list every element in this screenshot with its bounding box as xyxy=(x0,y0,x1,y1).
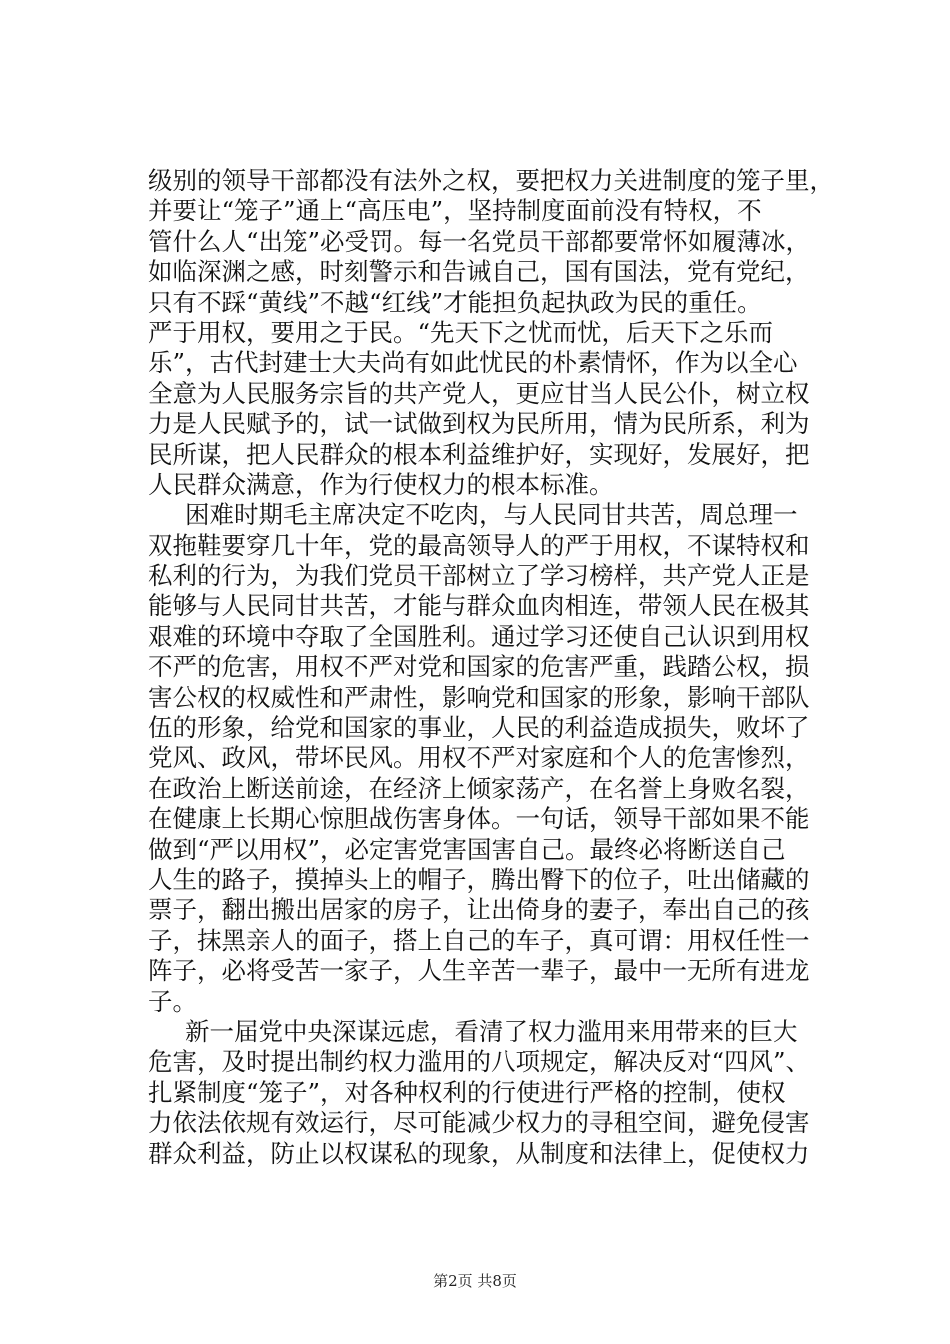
text-line: 伍的形象，给党和国家的事业，人民的利益造成损失，败坏了 xyxy=(148,713,810,743)
text-line: 在健康上长期心惊胆战伤害身体。一句话，领导干部如果不能 xyxy=(148,804,810,834)
text-line: 子。 xyxy=(148,986,197,1016)
text-line: 做到“严以用权”，必定害党害国害自己。最终必将断送自己 xyxy=(148,834,786,864)
text-line: 人民群众满意，作为行使权力的根本标准。 xyxy=(148,469,614,499)
text-line: 新一届党中央深谋远虑，看清了权力滥用来用带来的巨大 xyxy=(185,1016,798,1046)
text-line: 管什么人“出笼”必受罚。每一名党员干部都要常怀如履薄冰， xyxy=(148,226,811,256)
text-line: 双拖鞋要穿几十年，党的最高领导人的严于用权，不谋特权和 xyxy=(148,530,810,560)
text-line: 只有不踩“黄线”不越“红线”才能担负起执政为民的重任。 xyxy=(148,287,762,317)
text-line: 艰难的环境中夺取了全国胜利。通过学习还使自己认识到用权 xyxy=(148,621,810,651)
text-line: 害公权的权威性和严肃性，影响党和国家的形象，影响干部队 xyxy=(148,682,810,712)
text-line: 阵子，必将受苦一家子，人生辛苦一辈子，最中一无所有进龙 xyxy=(148,956,810,986)
page-footer: 第2页 共8页 xyxy=(433,1272,517,1290)
text-line: 困难时期毛主席决定不吃肉，与人民同甘共苦，周总理一 xyxy=(185,500,798,530)
text-line: 并要让“笼子”通上“高压电”，坚持制度面前没有特权，不 xyxy=(148,196,762,226)
text-line: 群众利益，防止以权谋私的现象，从制度和法律上，促使权力 xyxy=(148,1138,810,1168)
text-line: 不严的危害，用权不严对党和国家的危害严重，践踏公权，损 xyxy=(148,652,810,682)
text-line: 乐”，古代封建士大夫尚有如此忧民的朴素情怀，作为以全心 xyxy=(148,348,798,378)
text-line: 力依法依规有效运行，尽可能减少权力的寻租空间，避免侵害 xyxy=(148,1108,810,1138)
text-line: 在政治上断送前途，在经济上倾家荡产，在名誉上身败名裂， xyxy=(148,773,810,803)
text-line: 如临深渊之感，时刻警示和告诫自己，国有国法，党有党纪， xyxy=(148,257,810,287)
text-line: 级别的领导干部都没有法外之权，要把权力关进制度的笼子里， xyxy=(148,166,834,195)
text-line: 票子，翻出搬出居家的房子，让出倚身的妻子，奉出自己的孩 xyxy=(148,895,810,925)
body-text xyxy=(148,166,838,1169)
text-line: 能够与人民同甘共苦，才能与群众血肉相连，带领人民在极其 xyxy=(148,591,810,621)
text-line: 人生的路子，摸掉头上的帽子，腾出臀下的位子，吐出储藏的 xyxy=(148,864,810,894)
text-line: 严于用权，要用之于民。“先天下之忧而忧，后天下之乐而 xyxy=(148,317,774,347)
text-line: 党风、政风，带坏民风。用权不严对家庭和个人的危害惨烈， xyxy=(148,743,810,773)
text-line: 危害，及时提出制约权力滥用的八项规定，解决反对“四风”、 xyxy=(148,1047,811,1077)
text-line: 扎紧制度“笼子”，对各种权利的行使进行严格的控制，使权 xyxy=(148,1077,786,1107)
text-line: 民所谋，把人民群众的根本利益维护好，实现好，发展好，把 xyxy=(148,439,810,469)
text-line: 全意为人民服务宗旨的共产党人，更应甘当人民公仆，树立权 xyxy=(148,378,810,408)
text-line: 子，抹黑亲人的面子，搭上自己的车子，真可谓：用权任性一 xyxy=(148,925,810,955)
text-line: 私利的行为，为我们党员干部树立了学习榜样，共产党人正是 xyxy=(148,561,810,591)
text-line: 力是人民赋予的，试一试做到权为民所用，情为民所系，利为 xyxy=(148,409,810,439)
